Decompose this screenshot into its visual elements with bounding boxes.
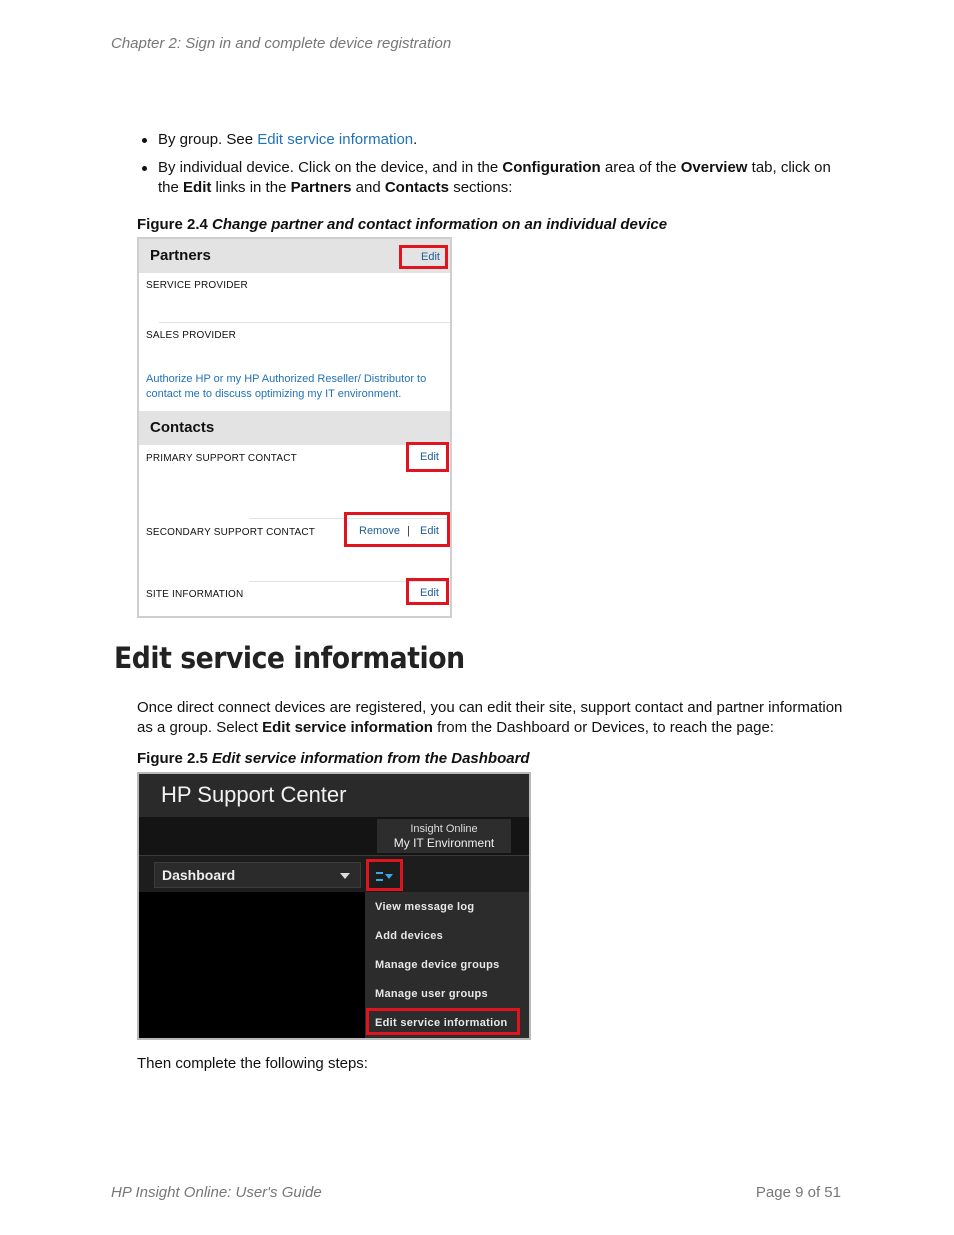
section-heading: Edit service information: [114, 641, 465, 675]
paragraph-text: as a group. Select: [137, 719, 263, 736]
paragraph-line: Once direct connect devices are registered, you can edit their site, support contact and partner information: [137, 699, 843, 716]
partners-edit-link[interactable]: Edit: [421, 251, 440, 263]
bullet-text: links in the: [211, 179, 291, 196]
bold-term: Overview: [680, 159, 748, 176]
authorize-note: Authorize HP or my HP Authorized Reseller/ Distributor to contact me to discuss optimizing my IT environment.: [146, 373, 427, 400]
highlight-box: [344, 512, 450, 547]
site-information-edit-link[interactable]: Edit: [420, 587, 439, 599]
bullet-text: .: [413, 131, 418, 148]
section-paragraph: [137, 698, 857, 738]
bold-term: Configuration: [502, 159, 601, 176]
bullet-text: area of the: [600, 159, 681, 176]
primary-support-label: PRIMARY SUPPORT CONTACT: [146, 453, 297, 464]
page-number: Page 9 of 51: [755, 1184, 841, 1201]
bold-term: Edit service information: [262, 719, 433, 736]
partner-contact-screenshot: [137, 237, 452, 618]
edit-service-information-link[interactable]: Edit service information: [257, 131, 414, 148]
bullet-text: the: [158, 179, 184, 196]
menu-item-manage-device-groups[interactable]: Manage device groups: [375, 959, 500, 971]
sales-provider-label: SALES PROVIDER: [146, 330, 237, 341]
chevron-down-icon: [340, 873, 350, 879]
primary-support-edit-link[interactable]: Edit: [420, 451, 439, 463]
highlight-box: [406, 578, 449, 605]
service-provider-label: SERVICE PROVIDER: [146, 280, 248, 291]
paragraph-line: [137, 718, 857, 738]
app-header: [139, 774, 529, 817]
bullet-text: tab, click on: [747, 159, 831, 176]
tab-line: My IT Environment: [393, 836, 495, 850]
footer-title: HP Insight Online: User's Guide: [111, 1184, 322, 1201]
figure-title: Change partner and contact information on an individual device: [212, 216, 668, 233]
menu-item-add-devices[interactable]: Add devices: [375, 930, 444, 942]
menu-item-edit-service-information[interactable]: Edit service information: [375, 1017, 508, 1029]
site-information-label: SITE INFORMATION: [146, 589, 244, 600]
highlight-box: [366, 1008, 520, 1035]
secondary-support-label: SECONDARY SUPPORT CONTACT: [146, 527, 316, 538]
highlight-box: [399, 245, 448, 269]
dashboard-select[interactable]: [154, 862, 361, 888]
bullet-marker: [142, 138, 147, 143]
bold-term: Edit: [183, 179, 212, 196]
dashboard-select-value: Dashboard: [162, 867, 236, 883]
bullet-text: sections:: [449, 179, 513, 196]
tab-line: Insight Online: [410, 823, 478, 835]
dashboard-screenshot: [137, 772, 531, 1040]
contacts-header: [139, 411, 450, 445]
secondary-support-remove-link[interactable]: Remove: [359, 525, 400, 537]
bullet-by-device: [158, 158, 848, 198]
running-header: Chapter 2: Sign in and complete device registration: [111, 35, 452, 52]
figure-number: Figure 2.5: [137, 750, 208, 767]
tab-my-it-environment[interactable]: [377, 819, 511, 853]
menu-item-manage-user-groups[interactable]: Manage user groups: [375, 988, 488, 1000]
partners-title: Partners: [150, 247, 211, 264]
menu-item-view-message-log[interactable]: View message log: [375, 901, 475, 913]
figure-caption: [137, 216, 667, 233]
bullet-marker: [142, 166, 147, 171]
app-title: HP Support Center: [161, 782, 347, 807]
highlight-box: [406, 442, 449, 472]
paragraph-text: from the Dashboard or Devices, to reach the page:: [432, 719, 774, 736]
bold-term: Partners: [290, 179, 352, 196]
contacts-title: Contacts: [150, 419, 215, 436]
bullet-line: [158, 178, 848, 198]
figure-caption: [137, 750, 530, 767]
steps-intro: Then complete the following steps:: [137, 1055, 368, 1072]
figure-number: Figure 2.4: [137, 216, 208, 233]
secondary-support-edit-link[interactable]: Edit: [420, 525, 439, 537]
bullet-line: [158, 158, 848, 178]
bold-term: Contacts: [384, 179, 450, 196]
bullet-by-group: [158, 130, 417, 150]
divider: [159, 322, 450, 323]
bullet-text: By group. See: [158, 131, 258, 148]
highlight-box: [366, 859, 403, 891]
link-separator: |: [407, 525, 410, 537]
figure-title: Edit service information from the Dashboard: [212, 750, 530, 767]
bullet-text: and: [351, 179, 385, 196]
bullet-text: By individual device. Click on the device, and in the: [158, 159, 503, 176]
